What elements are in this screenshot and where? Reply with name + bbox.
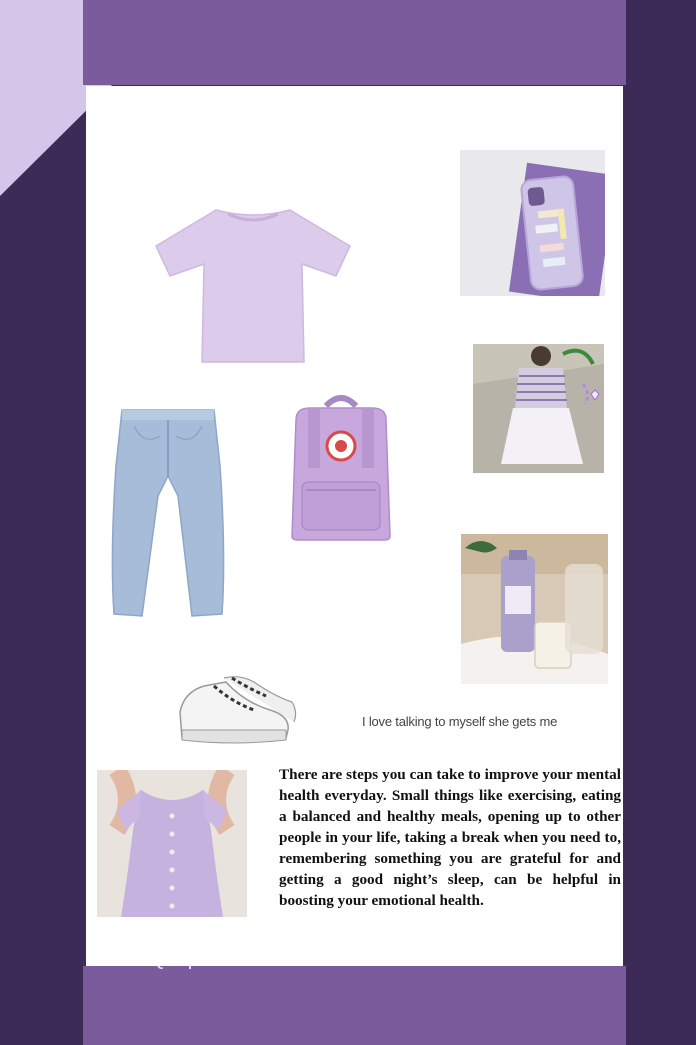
phone-case-photo <box>460 150 605 296</box>
mom-jeans-image <box>108 406 228 621</box>
sneakers-icon <box>174 672 299 748</box>
moodboard-caption: I love talking to myself she gets me <box>362 714 558 729</box>
dress-image <box>97 770 247 917</box>
bottom-band <box>83 966 626 1045</box>
backpack-icon <box>286 390 396 542</box>
lavender-backpack-image <box>286 390 396 542</box>
jeans-icon <box>108 406 228 621</box>
striped-top-outfit-photo <box>473 344 604 473</box>
phone-case-image <box>460 150 605 296</box>
lavender-tshirt-image <box>154 206 352 366</box>
lavender-dress-photo <box>97 770 247 917</box>
moodboard-card <box>86 86 623 966</box>
mental-health-paragraph: There are steps you can take to improve your mental health everyday. Small things like exercising, eating a balanced and healthy meals, opening up to other people in your life, taking a break when you need to, remembering something you are grateful for and getting a good night’s sleep, can be helpful in boosting your emotional health. <box>279 766 621 909</box>
tshirt-icon <box>154 206 352 366</box>
top-band <box>83 0 626 85</box>
white-sneakers-image <box>174 672 299 748</box>
bottle-image <box>461 534 608 684</box>
milk-bottle-photo <box>461 534 608 684</box>
outfit-image <box>473 344 604 473</box>
